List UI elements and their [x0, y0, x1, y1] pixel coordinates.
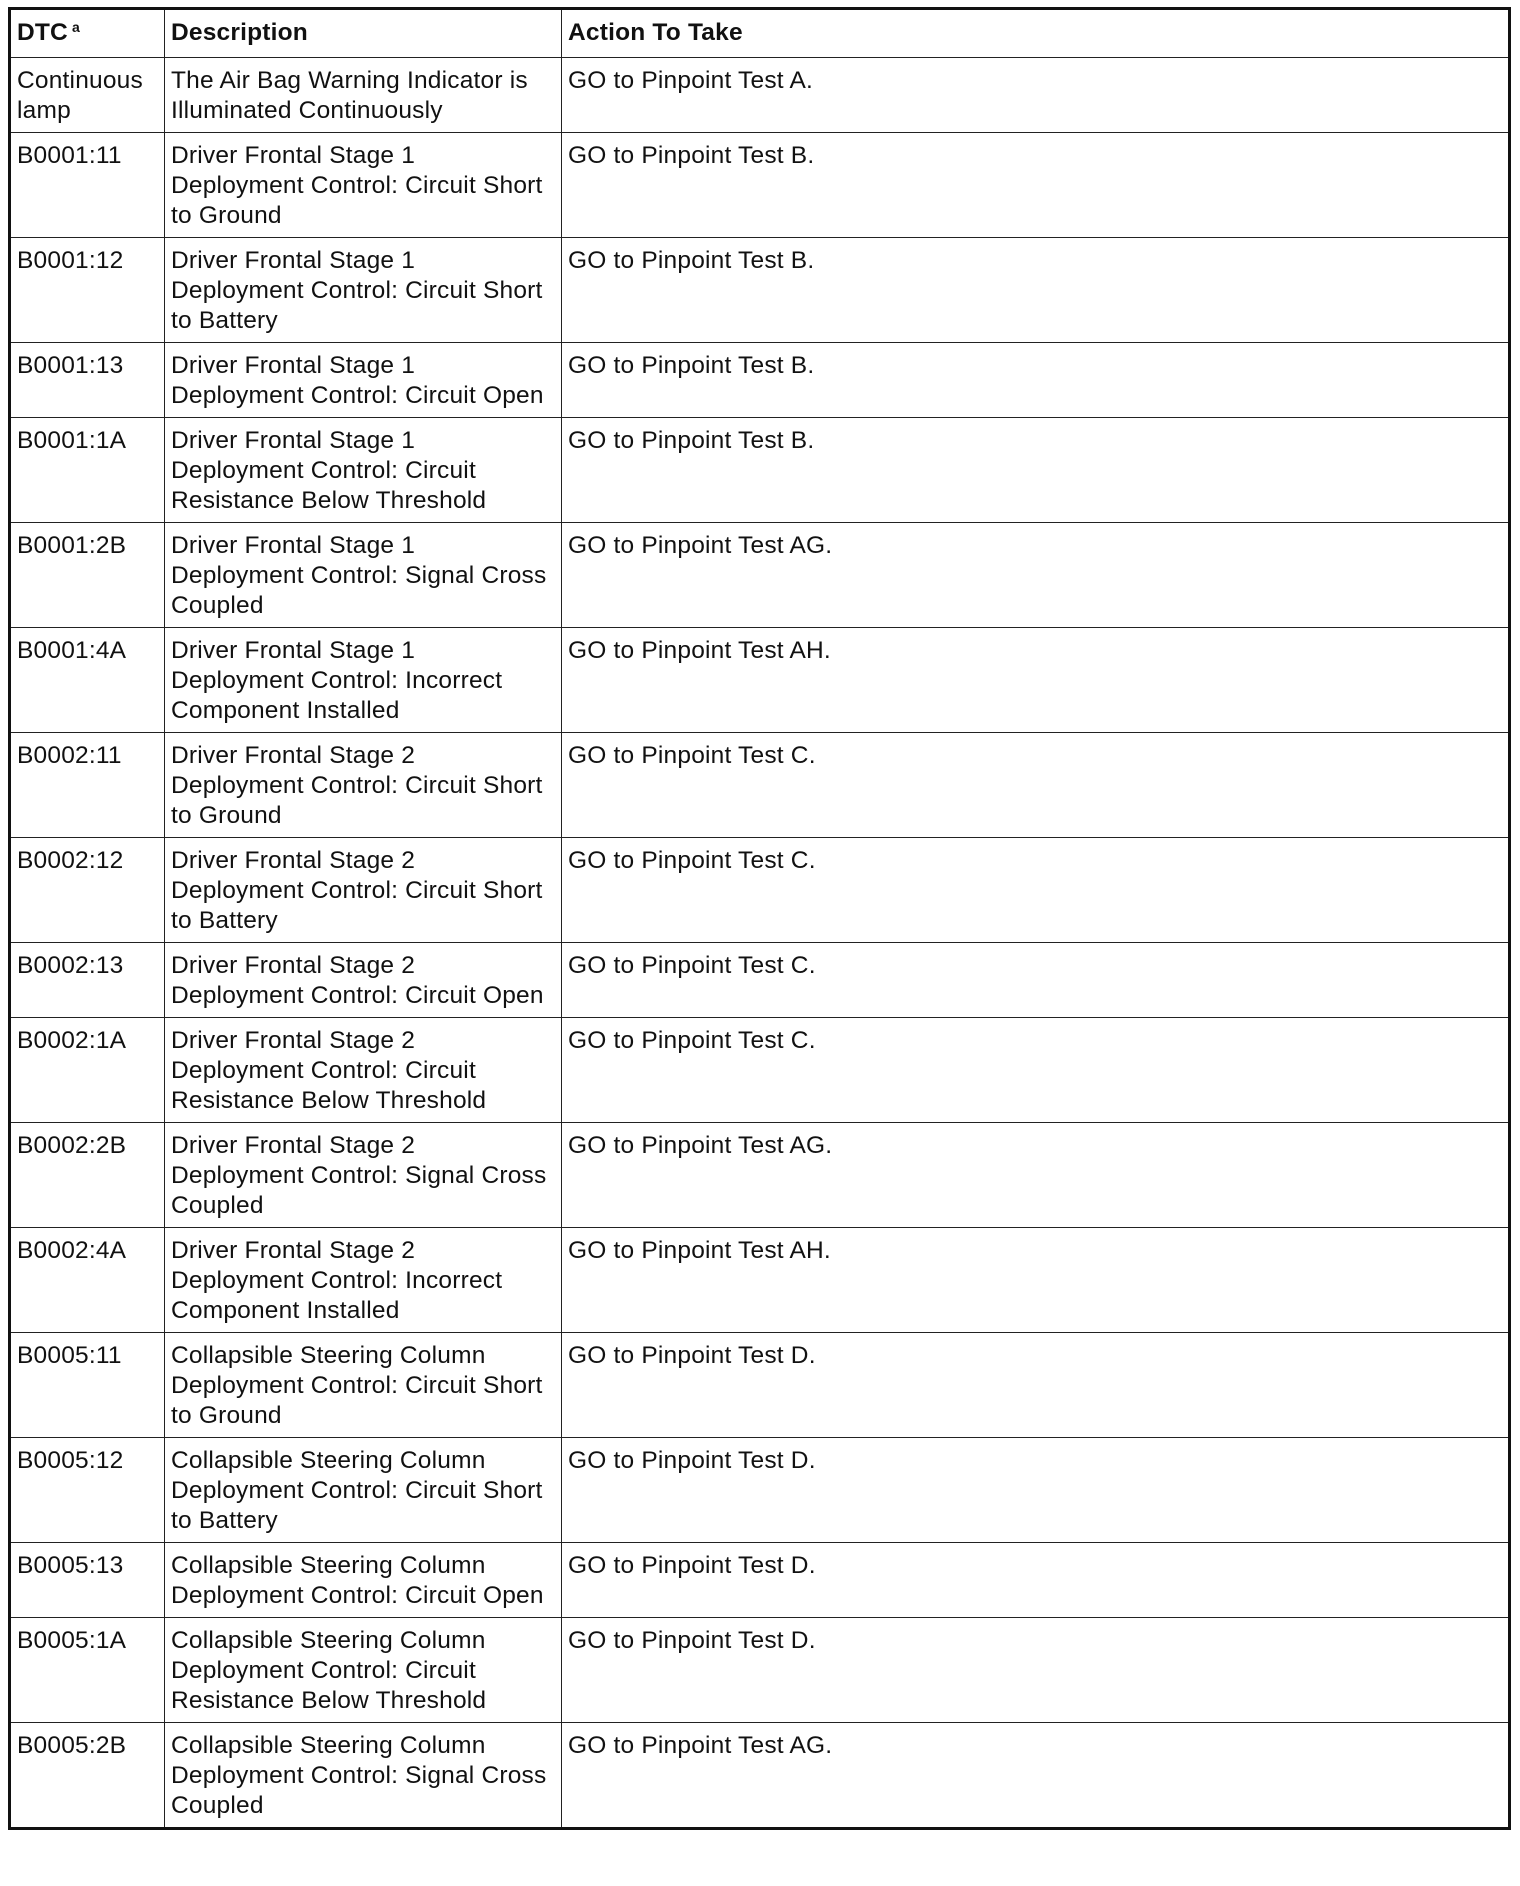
- table-row: [10, 1333, 1510, 1438]
- table-row: [10, 1123, 1510, 1228]
- action-cell: GO to Pinpoint Test AH.: [562, 628, 1510, 733]
- dtc-code-cell: B0001:4A: [10, 628, 165, 733]
- dtc-code-cell: B0005:13: [10, 1543, 165, 1618]
- description-cell: Driver Frontal Stage 2 Deployment Control: Incorrect Component Installed: [165, 1228, 562, 1333]
- action-cell: GO to Pinpoint Test A.: [562, 58, 1510, 133]
- description-cell: Driver Frontal Stage 2 Deployment Control: Signal Cross Coupled: [165, 1123, 562, 1228]
- description-cell: Driver Frontal Stage 1 Deployment Control: Incorrect Component Installed: [165, 628, 562, 733]
- dtc-code-cell: B0002:2B: [10, 1123, 165, 1228]
- dtc-code-cell: B0005:2B: [10, 1723, 165, 1829]
- dtc-code-cell: B0005:11: [10, 1333, 165, 1438]
- table-body: [10, 58, 1510, 1829]
- header-dtc-footnote-marker: a: [71, 19, 80, 35]
- description-cell: Driver Frontal Stage 2 Deployment Control: Circuit Resistance Below Threshold: [165, 1018, 562, 1123]
- description-cell: Driver Frontal Stage 2 Deployment Control: Circuit Short to Ground: [165, 733, 562, 838]
- description-cell: Driver Frontal Stage 1 Deployment Control: Circuit Short to Battery: [165, 238, 562, 343]
- description-cell: Driver Frontal Stage 2 Deployment Control: Circuit Open: [165, 943, 562, 1018]
- table-row: [10, 1228, 1510, 1333]
- table-row: [10, 58, 1510, 133]
- action-cell: GO to Pinpoint Test AG.: [562, 1123, 1510, 1228]
- action-cell: GO to Pinpoint Test AH.: [562, 1228, 1510, 1333]
- table-row: [10, 838, 1510, 943]
- header-row: [10, 9, 1510, 58]
- table-row: [10, 1618, 1510, 1723]
- description-cell: Collapsible Steering Column Deployment Control: Circuit Short to Ground: [165, 1333, 562, 1438]
- dtc-table: [8, 7, 1511, 1830]
- description-cell: The Air Bag Warning Indicator is Illuminated Continuously: [165, 58, 562, 133]
- table-row: [10, 343, 1510, 418]
- action-cell: GO to Pinpoint Test D.: [562, 1333, 1510, 1438]
- table-row: [10, 733, 1510, 838]
- dtc-code-cell: B0002:4A: [10, 1228, 165, 1333]
- table-row: [10, 1438, 1510, 1543]
- header-dtc: [10, 9, 165, 58]
- action-cell: GO to Pinpoint Test B.: [562, 343, 1510, 418]
- table-row: [10, 133, 1510, 238]
- table-row: [10, 1543, 1510, 1618]
- description-cell: Collapsible Steering Column Deployment Control: Signal Cross Coupled: [165, 1723, 562, 1829]
- action-cell: GO to Pinpoint Test D.: [562, 1543, 1510, 1618]
- description-cell: Driver Frontal Stage 1 Deployment Control: Circuit Short to Ground: [165, 133, 562, 238]
- header-dtc-label: DTC: [17, 19, 68, 46]
- description-cell: Collapsible Steering Column Deployment Control: Circuit Short to Battery: [165, 1438, 562, 1543]
- dtc-code-cell: B0005:1A: [10, 1618, 165, 1723]
- dtc-code-cell: Continuous lamp: [10, 58, 165, 133]
- dtc-code-cell: B0002:1A: [10, 1018, 165, 1123]
- table-row: [10, 943, 1510, 1018]
- table-row: [10, 523, 1510, 628]
- document-page: [8, 7, 1511, 1830]
- action-cell: GO to Pinpoint Test C.: [562, 733, 1510, 838]
- dtc-code-cell: B0002:13: [10, 943, 165, 1018]
- description-cell: Collapsible Steering Column Deployment Control: Circuit Open: [165, 1543, 562, 1618]
- action-cell: GO to Pinpoint Test AG.: [562, 1723, 1510, 1829]
- table-header: [10, 9, 1510, 58]
- dtc-code-cell: B0001:11: [10, 133, 165, 238]
- table-row: [10, 418, 1510, 523]
- dtc-code-cell: B0001:2B: [10, 523, 165, 628]
- table-row: [10, 238, 1510, 343]
- description-cell: Driver Frontal Stage 2 Deployment Control: Circuit Short to Battery: [165, 838, 562, 943]
- dtc-code-cell: B0001:1A: [10, 418, 165, 523]
- description-cell: Driver Frontal Stage 1 Deployment Control: Signal Cross Coupled: [165, 523, 562, 628]
- description-cell: Driver Frontal Stage 1 Deployment Control: Circuit Resistance Below Threshold: [165, 418, 562, 523]
- table-row: [10, 1723, 1510, 1829]
- action-cell: GO to Pinpoint Test C.: [562, 943, 1510, 1018]
- action-cell: GO to Pinpoint Test C.: [562, 1018, 1510, 1123]
- action-cell: GO to Pinpoint Test B.: [562, 418, 1510, 523]
- dtc-code-cell: B0005:12: [10, 1438, 165, 1543]
- dtc-code-cell: B0002:11: [10, 733, 165, 838]
- action-cell: GO to Pinpoint Test AG.: [562, 523, 1510, 628]
- action-cell: GO to Pinpoint Test B.: [562, 133, 1510, 238]
- description-cell: Collapsible Steering Column Deployment Control: Circuit Resistance Below Threshold: [165, 1618, 562, 1723]
- action-cell: GO to Pinpoint Test D.: [562, 1438, 1510, 1543]
- action-cell: GO to Pinpoint Test D.: [562, 1618, 1510, 1723]
- action-cell: GO to Pinpoint Test B.: [562, 238, 1510, 343]
- header-description: Description: [165, 9, 562, 58]
- header-action: Action To Take: [562, 9, 1510, 58]
- dtc-code-cell: B0001:12: [10, 238, 165, 343]
- table-row: [10, 1018, 1510, 1123]
- action-cell: GO to Pinpoint Test C.: [562, 838, 1510, 943]
- table-row: [10, 628, 1510, 733]
- description-cell: Driver Frontal Stage 1 Deployment Control: Circuit Open: [165, 343, 562, 418]
- dtc-code-cell: B0001:13: [10, 343, 165, 418]
- dtc-code-cell: B0002:12: [10, 838, 165, 943]
